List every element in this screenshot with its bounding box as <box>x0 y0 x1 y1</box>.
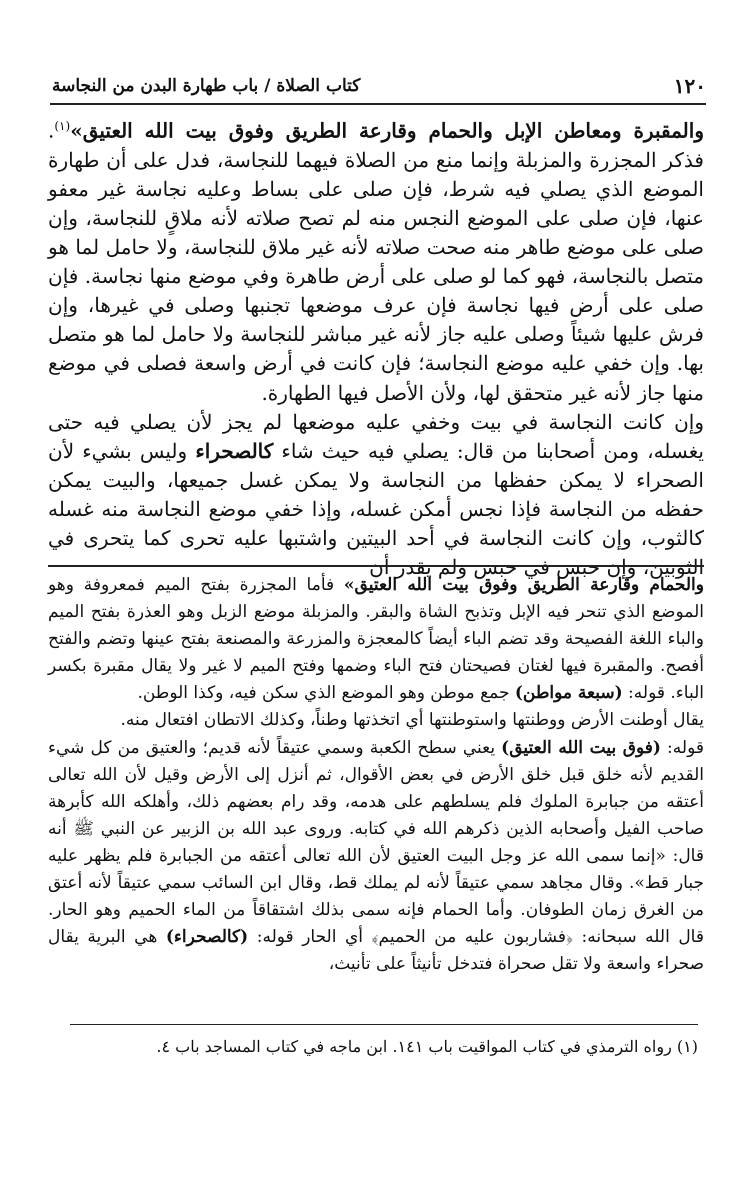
footnote-divider <box>70 1024 698 1025</box>
bold-term: والحمام وقارعة الطريق وفوق بيت الله العتيق» <box>343 575 704 595</box>
paragraph-text: قوله: <box>660 737 704 758</box>
main-paragraph-1 <box>48 112 704 408</box>
main-paragraph-2 <box>48 408 704 583</box>
paragraph-text: وإن كانت النجاسة في بيت وخفي عليه موضعها لم يجز لأن يصلي فيه حتى يغسله، ومن أصحابنا من قال: يصلي فيه حيث شاء <box>48 409 704 463</box>
paragraph-text: يعني سطح الكعبة وسمي عتيقاً لأنه قديم؛ والعتيق من كل شيء القديم لأنه خلق قبل خلق الأرض في بعض الأقوال، ثم أنزل إلى الأرض وقيل لأن الله تعالى أعتقه من جبابرة الملوك فلم يسلطهم على هدمه، وقد رام بعضهم ذلك، وأهلكه الله كأبرهة صاحب الفيل وأصحابه الذين ذكرهم الله في كتابه. وروى عبد الله بن الزبير عن النبي ﷺ أنه قال: «إنما سمى الله عز وجل البيت العتيق لأن الله تعالى أعتقه من الجبابرة فلم يظهر عليه جبار قط». وقال مجاهد سمي عتيقاً لأنه لم يملك قط، وقال ابن السائب سمي عتيقاً لأنه أعتق من الغرق زمان الطوفان. وأما الحمام فإنه سمى بذلك اشتقاقاً من الماء الحميم وهو الحار. قال الله سبحانه: ﴿فشاربون عليه من الحميم﴾ أي الحار قوله: <box>48 737 704 948</box>
running-title: كتاب الصلاة / باب طهارة البدن من النجاسة <box>52 76 361 96</box>
footnote: (١) رواه الترمذي في كتاب المواقيت باب ١٤١. ابن ماجه في كتاب المساجد باب ٤. <box>156 1037 698 1056</box>
paragraph-text: جمع موطن وهو الموضع الذي سكن فيه، وكذا الوطن. <box>137 683 515 704</box>
paragraph-text: . فذكر المجزرة والمزبلة وإنما منع من الصلاة فيهما للنجاسة، فدل على أن طهارة الموضع الذي يصلي فيه شرط، فإن صلى على بساط وعليه نجاسة غير معفو عنها، فإن صلى على الموضع النجس منه لم تصح صلاته لأنه ملاقٍ للنجاسة، وإن صلى على موضع طاهر منه صحت صلاته لأنه غير ملاق للنجاسة، ولا حامل لما هو متصل بالنجاسة، فهو كما لو صلى على أرض طاهرة وفي موضع منها نجاسة. فإن صلى على أرض فيها نجاسة فإن عرف موضعها تجنبها وصلى في غيرها، وإن فرش عليها شيئاً وصلى عليه جاز لأنه غير مباشر للنجاسة ولا حامل لما هو متصل بها. وإن خفي عليه موضع النجاسة؛ فإن كانت في أرض واسعة فصلى في موضع منها جاز لأنه غير متحقق لها، ولأن الأصل فيها الطهارة. <box>48 118 704 405</box>
page-header <box>52 68 706 102</box>
bold-term: كالصحراء <box>195 438 274 463</box>
paragraph-text: هي البرية يقال صحراء واسعة ولا تقل صحراة فتدخل تأنيثاً على تأنيث، <box>48 927 704 975</box>
bold-term: (فوق بيت الله العتيق) <box>501 737 661 758</box>
header-divider <box>50 103 706 105</box>
commentary-paragraph-3 <box>48 735 704 979</box>
commentary-text <box>48 572 704 978</box>
commentary-paragraph-1 <box>48 572 704 707</box>
paragraph-text: فأما المجزرة بفتح الميم فمعروفة وهو الموضع الذي تنحر فيه الإبل وتذبح الشاة والبقر. والمزبلة موضع الزبل وهو العذرة بفتح الميم والباء اللغة الفصيحة وقد تضم الباء أيضاً كالمعجزة والمزرعة والمصنعة بفتح عينها وتضم والفتح أفصح. والمقبرة فيها لغتان فصيحتان فتح الباء وضمها وفتح الميم لا غير ولا يقال مقبرة بكسر الباء. قوله: <box>48 575 704 704</box>
bold-term: (كالصحراء) <box>165 927 249 948</box>
commentary-paragraph-2: يقال أوطنت الأرض ووطنتها واستوطنتها أي اتخذتها وطناً، وكذلك الاتطان افتعال منه. <box>120 710 704 731</box>
bold-term: (سبعة مواطن) <box>514 683 623 704</box>
paragraph-text: وليس بشيء لأن الصحراء لا يمكن حفظها من النجاسة ولا يمكن غسل جميعها، والبيت يمكن حفظه من النجاسة فإذا نجس أمكن غسله، وإذا خفي موضع النجاسة منه غسله كالثوب، وإن كانت النجاسة في أحد البيتين واشتبها عليه تحرى كما يتحرى في الثوبين، وإن حبس في حبس ولم يقدر أن <box>48 438 704 580</box>
commentary-divider <box>48 565 704 567</box>
main-text <box>48 112 704 582</box>
page-number: ١٢٠ <box>673 74 706 98</box>
hadith-quote: والمقبرة ومعاطن الإبل والحمام وقارعة الطريق وفوق بيت الله العتيق» <box>70 118 704 143</box>
footnote-marker: (١) <box>54 119 71 133</box>
